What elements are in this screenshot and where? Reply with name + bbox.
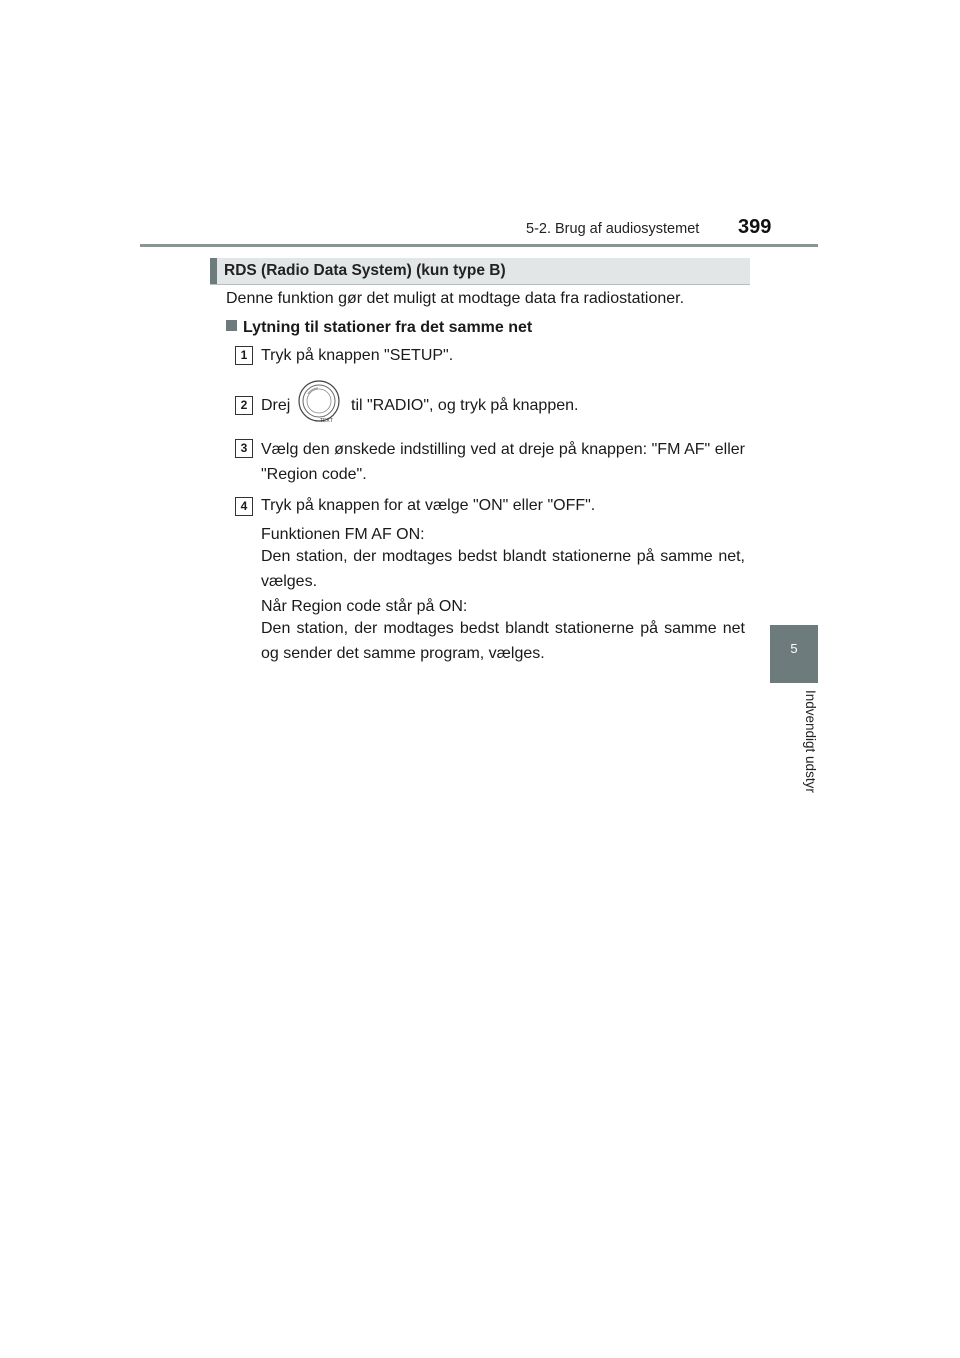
step-4-text: Tryk på knappen for at vælge "ON" eller "OFF". xyxy=(261,497,596,514)
step-1-text: Tryk på knappen "SETUP". xyxy=(261,347,454,364)
step-2-text-after: til "RADIO", og tryk på knappen. xyxy=(351,397,579,414)
section-heading-bar xyxy=(210,258,217,284)
step-3-text: Vælg den ønskede indstilling ved at dreje på knappen: "FM AF" eller "Region code". xyxy=(261,441,745,483)
step-2-text-before: Drej xyxy=(261,397,291,414)
chapter-tab xyxy=(770,625,818,683)
header-divider xyxy=(140,244,818,247)
step-number-2: 2 xyxy=(235,396,253,415)
note-2-body: Den station, der modtages bedst blandt stationerne på samme net og sender det samme program, vælges. xyxy=(261,620,745,662)
knob-caption: TEXT xyxy=(320,418,333,424)
note-1-title: Funktionen FM AF ON: xyxy=(261,526,425,543)
subheading xyxy=(226,319,532,337)
section-heading-text: RDS (Radio Data System) (kun type B) xyxy=(224,262,506,279)
square-bullet-icon xyxy=(226,320,237,331)
chapter-number: 5 xyxy=(790,641,798,656)
header-section-title: 5-2. Brug af audiosystemet xyxy=(526,221,700,237)
step-number-4: 4 xyxy=(235,497,253,516)
note-1-body: Den station, der modtages bedst blandt stationerne på samme net, vælges. xyxy=(261,548,745,590)
chapter-title: Indvendigt udstyr xyxy=(803,690,818,793)
step-number-1: 1 xyxy=(235,346,253,365)
tune-knob-icon xyxy=(298,380,340,422)
subheading-text: Lytning til stationer fra det samme net xyxy=(243,319,533,336)
chapter-side-label xyxy=(802,690,816,890)
intro-paragraph: Denne funktion gør det muligt at modtage data fra radiostationer. xyxy=(226,290,685,307)
step-number-3: 3 xyxy=(235,439,253,458)
note-2-title: Når Region code står på ON: xyxy=(261,598,468,615)
section-heading xyxy=(210,258,750,285)
page-number: 399 xyxy=(738,216,772,238)
